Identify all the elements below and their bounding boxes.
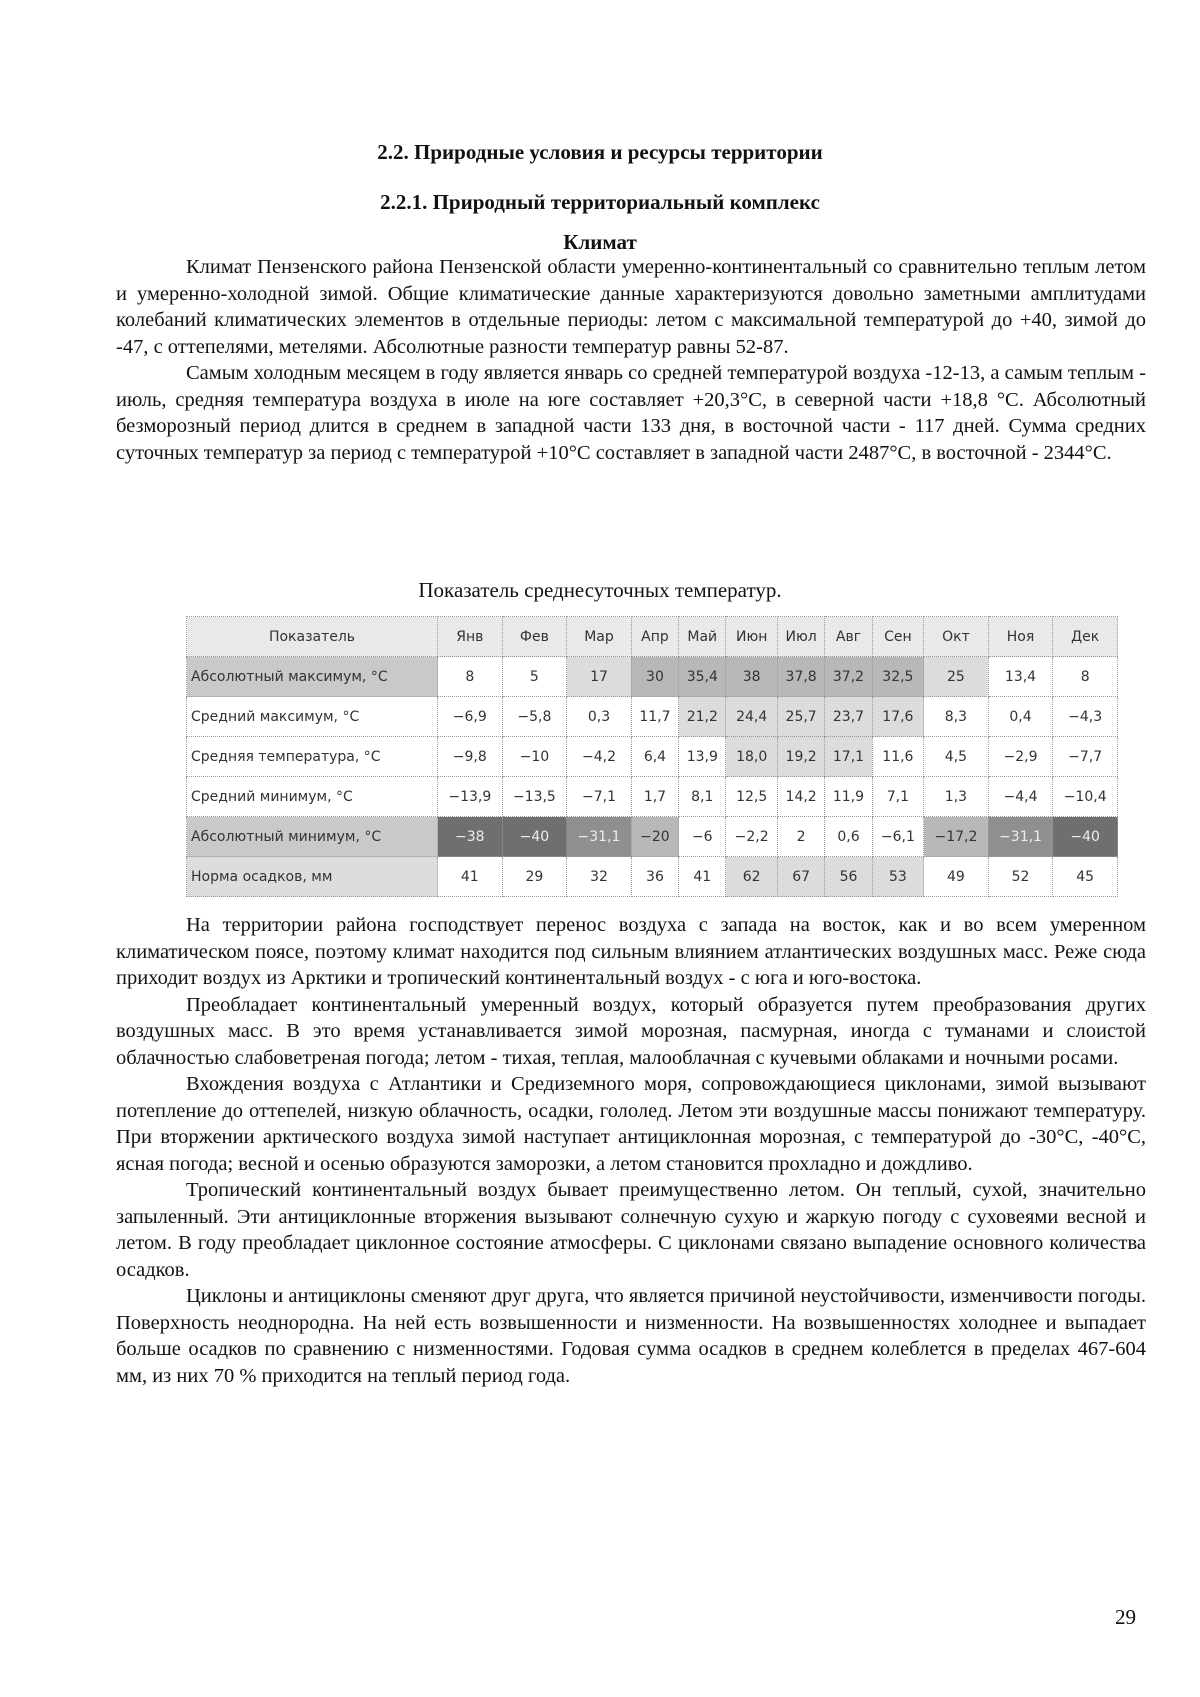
column-header: Окт	[924, 617, 989, 657]
table-cell: −40	[502, 817, 567, 857]
table-cell: 13,4	[988, 657, 1053, 697]
column-header: Июн	[726, 617, 777, 657]
column-header: Июл	[777, 617, 824, 657]
table-cell: 12,5	[726, 777, 777, 817]
column-header: Показатель	[187, 617, 438, 657]
table-cell: 37,8	[777, 657, 824, 697]
table-row	[187, 777, 1118, 817]
table-cell: 25,7	[777, 697, 824, 737]
table-cell: 35,4	[679, 657, 726, 697]
body-text	[116, 912, 1146, 1389]
table-cell: 25	[924, 657, 989, 697]
table-cell: 45	[1053, 857, 1118, 897]
table-cell: 18,0	[726, 737, 777, 777]
paragraph: Климат Пензенского района Пензенской области умеренно-континентальный со сравнительно теплым летом и умеренно-холодной зимой. Общие климатические данные характеризуются довольно заметными амплитудами колебаний климатических элементов в отдельные периоды: летом с максимальной температурой до +40, зимой до -47, с оттепелями, метелями. Абсолютные разности температур равны 52-87.	[116, 256, 1146, 358]
column-header: Сен	[872, 617, 923, 657]
table-cell: 8	[438, 657, 503, 697]
table-cell: −20	[631, 817, 678, 857]
table-cell: 4,5	[924, 737, 989, 777]
table-cell: 56	[825, 857, 872, 897]
table-row	[187, 657, 1118, 697]
table-cell: 17	[567, 657, 632, 697]
table-cell: 62	[726, 857, 777, 897]
table-cell: 37,2	[825, 657, 872, 697]
climate-heading: Климат	[563, 230, 637, 254]
table-cell: −7,1	[567, 777, 632, 817]
table-cell: 17,6	[872, 697, 923, 737]
table-cell: 67	[777, 857, 824, 897]
table-cell: 41	[679, 857, 726, 897]
table-cell: −2,2	[726, 817, 777, 857]
table-cell: −17,2	[924, 817, 989, 857]
table-cell: 2	[777, 817, 824, 857]
table-row	[187, 817, 1118, 857]
table-cell: 21,2	[679, 697, 726, 737]
table-cell: 1,3	[924, 777, 989, 817]
table-cell: 13,9	[679, 737, 726, 777]
table-cell: 29	[502, 857, 567, 897]
page-number: 29	[1115, 1605, 1136, 1629]
table-header-row	[187, 617, 1118, 657]
table-cell: −10,4	[1053, 777, 1118, 817]
table-cell: −13,9	[438, 777, 503, 817]
intro-text	[116, 254, 1146, 466]
table-cell: 6,4	[631, 737, 678, 777]
table-cell: 52	[988, 857, 1053, 897]
table-cell: 5	[502, 657, 567, 697]
table-cell: 11,7	[631, 697, 678, 737]
table-cell: 8,1	[679, 777, 726, 817]
row-label: Средний максимум, °С	[187, 697, 438, 737]
table-cell: 32,5	[872, 657, 923, 697]
climate-table	[186, 616, 1118, 897]
column-header: Апр	[631, 617, 678, 657]
table-cell: 1,7	[631, 777, 678, 817]
table-cell: 38	[726, 657, 777, 697]
table-cell: −40	[1053, 817, 1118, 857]
table-cell: 24,4	[726, 697, 777, 737]
table-caption: Показатель среднесуточных температур.	[418, 578, 782, 602]
section-title: 2.2. Природные условия и ресурсы территории	[377, 140, 823, 164]
table-cell: −4,3	[1053, 697, 1118, 737]
table-cell: −4,2	[567, 737, 632, 777]
table-cell: 36	[631, 857, 678, 897]
paragraph: Циклоны и антициклоны сменяют друг друга, что является причиной неустойчивости, изменчивости погоды. Поверхность неоднородна. На ней есть возвышенности и низменности. На возвышенностях холоднее и выпадает больше осадков по сравнению с низменностями. Годовая сумма осадков в среднем колеблется в пределах 467-604 мм, из них 70 % приходится на теплый период года.	[116, 1285, 1146, 1387]
table-cell: 49	[924, 857, 989, 897]
table-cell: 0,3	[567, 697, 632, 737]
table-cell: −4,4	[988, 777, 1053, 817]
paragraph: Тропический континентальный воздух бывает преимущественно летом. Он теплый, сухой, значительно запыленный. Эти антициклонные вторжения вызывают солнечную сухую и жаркую погоду с суховеями весной и летом. В году преобладает циклонное состояние атмосферы. С циклонами связано выпадение основного количества осадков.	[116, 1179, 1146, 1281]
column-header: Авг	[825, 617, 872, 657]
table-cell: 14,2	[777, 777, 824, 817]
table-row	[187, 697, 1118, 737]
table-cell: 7,1	[872, 777, 923, 817]
row-label: Средняя температура, °С	[187, 737, 438, 777]
paragraph: Вхождения воздуха с Атлантики и Средиземного моря, сопровождающиеся циклонами, зимой вызывают потепление до оттепелей, низкую облачность, осадки, гололед. Летом эти воздушные массы понижают температуру. При вторжении арктического воздуха зимой наступает антициклонная морозная, с температурой до -30°С, -40°С, ясная погода; весной и осенью образуются заморозки, а летом становится прохладно и дождливо.	[116, 1073, 1146, 1175]
paragraph: Преобладает континентальный умеренный воздух, который образуется путем преобразования других воздушных масс. В это время устанавливается зимой морозная, пасмурная, иногда с туманами и слоистой облачностью слабоветреная погода; летом - тихая, теплая, малооблачная с кучевыми облаками и ночными росами.	[116, 993, 1146, 1069]
table-cell: −31,1	[567, 817, 632, 857]
subsection-title: 2.2.1. Природный территориальный комплекс	[380, 190, 820, 214]
row-label: Абсолютный максимум, °С	[187, 657, 438, 697]
table-cell: 23,7	[825, 697, 872, 737]
column-header: Янв	[438, 617, 503, 657]
column-header: Дек	[1053, 617, 1118, 657]
row-label: Абсолютный минимум, °С	[187, 817, 438, 857]
column-header: Мар	[567, 617, 632, 657]
table-cell: 17,1	[825, 737, 872, 777]
table-cell: 41	[438, 857, 503, 897]
table-cell: 19,2	[777, 737, 824, 777]
paragraph: На территории района господствует перенос воздуха с запада на восток, как и во всем умеренном климатическом поясе, поэтому климат находится под сильным влиянием атлантических воздушных масс. Реже сюда приходит воздух из Арктики и тропический континентальный воздух - с юга и юго-востока.	[116, 914, 1146, 989]
column-header: Май	[679, 617, 726, 657]
table-cell: 11,6	[872, 737, 923, 777]
table-cell: 53	[872, 857, 923, 897]
table-cell: 11,9	[825, 777, 872, 817]
table-cell: −13,5	[502, 777, 567, 817]
table-cell: 0,6	[825, 817, 872, 857]
table-cell: −10	[502, 737, 567, 777]
table-cell: −7,7	[1053, 737, 1118, 777]
table-cell: −9,8	[438, 737, 503, 777]
table-cell: −31,1	[988, 817, 1053, 857]
table-cell: −6,1	[872, 817, 923, 857]
table-cell: −6,9	[438, 697, 503, 737]
table-cell: 30	[631, 657, 678, 697]
table-cell: −2,9	[988, 737, 1053, 777]
table-cell: 8	[1053, 657, 1118, 697]
row-label: Норма осадков, мм	[187, 857, 438, 897]
row-label: Средний минимум, °С	[187, 777, 438, 817]
table-cell: 32	[567, 857, 632, 897]
paragraph: Самым холодным месяцем в году является январь со средней температурой воздуха -12-13, а самым теплым - июль, средняя температура воздуха в июле на юге составляет +20,3°С, в северной части +18,8 °С. Абсолютный безморозный период длится в среднем в западной части 133 дня, в восточной части - 117 дней. Сумма средних суточных температур за период с температурой +10°С составляет в западной части 2487°С, в восточной - 2344°С.	[116, 362, 1146, 464]
table-row	[187, 737, 1118, 777]
table-row	[187, 857, 1118, 897]
table-cell: −38	[438, 817, 503, 857]
table-cell: −5,8	[502, 697, 567, 737]
column-header: Фев	[502, 617, 567, 657]
table-cell: −6	[679, 817, 726, 857]
table-cell: 0,4	[988, 697, 1053, 737]
table-cell: 8,3	[924, 697, 989, 737]
column-header: Ноя	[988, 617, 1053, 657]
